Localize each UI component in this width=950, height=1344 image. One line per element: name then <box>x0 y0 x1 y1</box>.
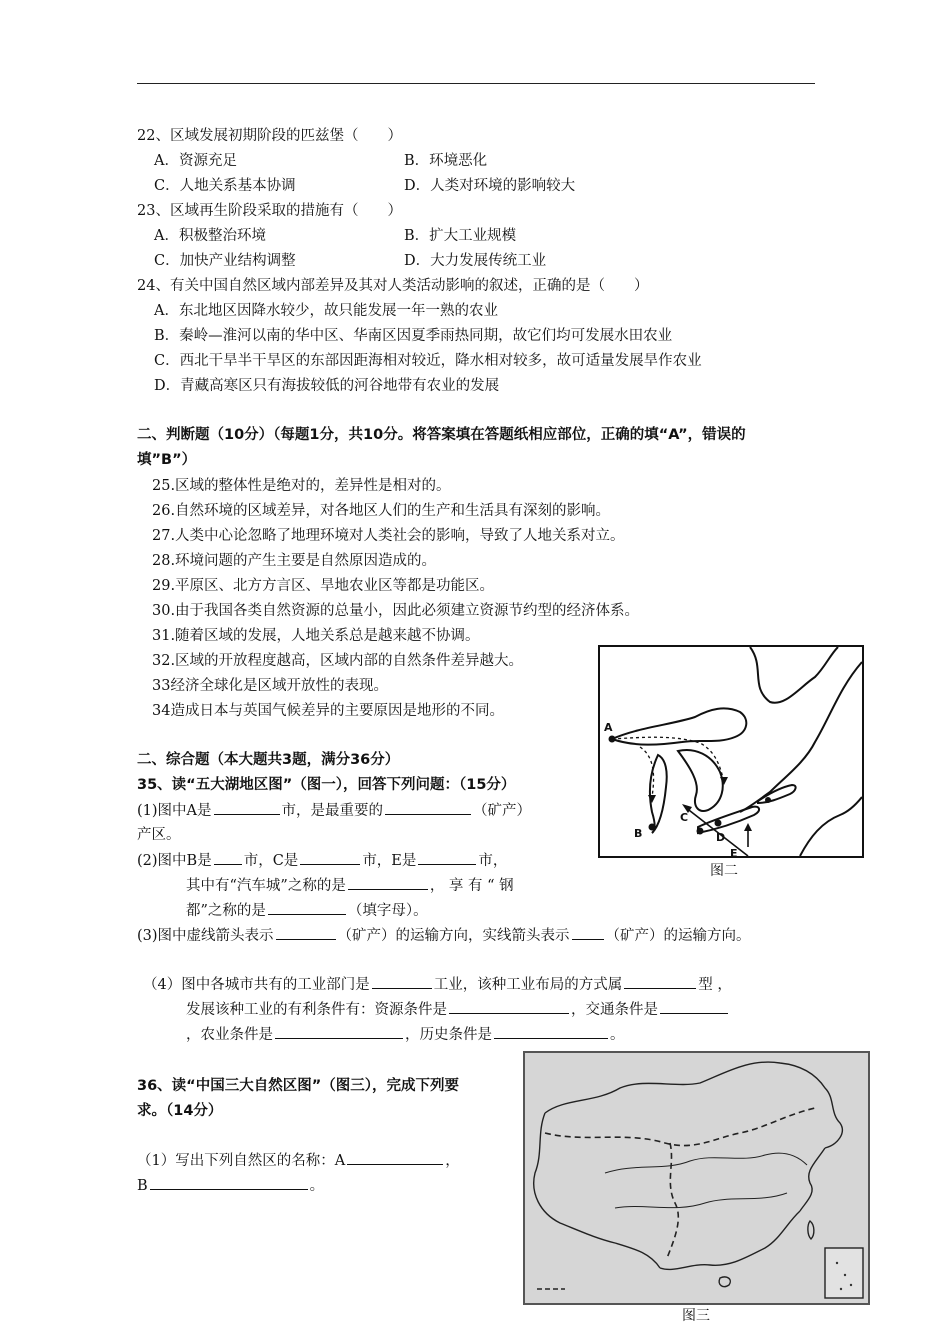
city-a-dot <box>609 736 616 743</box>
q35-p2-text: 其中有“汽车城”之称的是 <box>186 878 346 894</box>
answer-blank[interactable] <box>660 999 728 1014</box>
city-c-dot <box>697 828 704 835</box>
q35-part4-cont <box>186 999 730 1020</box>
q35-p4-text: ，交通条件是 <box>571 1002 658 1018</box>
q36-stem-cont: 求。（14分） <box>137 1103 223 1119</box>
q35-p4-text: ，农业条件是 <box>186 1027 273 1043</box>
figure-3-caption: 图三 <box>682 1308 710 1324</box>
answer-blank[interactable] <box>348 875 428 890</box>
great-lakes-map <box>598 645 864 858</box>
city-b-dot <box>649 824 656 831</box>
label-b: B <box>634 827 643 840</box>
q36-p1-text: （1）写出下列自然区的名称：A <box>137 1153 346 1169</box>
china-map-drawing <box>525 1053 868 1303</box>
china-map <box>523 1051 870 1305</box>
judge-item: 33经济全球化是区域开放性的表现。 <box>152 678 388 694</box>
q23-option-d: D．大力发展传统工业 <box>404 253 547 269</box>
judge-item: 25.区域的整体性是绝对的，差异性是相对的。 <box>152 478 451 494</box>
q22-option-d: D．人类对环境的影响较大 <box>404 178 576 194</box>
q35-p4-text: （4）图中各城市共有的工业部门是 <box>143 977 370 993</box>
q36-p1-text: B <box>137 1178 148 1194</box>
q35-part4 <box>143 974 732 995</box>
answer-blank[interactable] <box>418 850 476 865</box>
q35-p2-text: （填字母）。 <box>347 903 428 919</box>
judge-item: 26.自然环境的区域差异，对各地区人们的生产和生活具有深刻的影响。 <box>152 503 611 519</box>
section-judge-title-cont: 填”B”） <box>137 452 197 468</box>
q35-p2-text: ， 享 有 “ 钢 <box>429 878 514 894</box>
judge-item: 31.随着区域的发展，人地关系总是越来越不协调。 <box>152 628 480 644</box>
q35-p1-text: 市，是最重要的 <box>281 803 384 819</box>
q35-p4-text: 。 <box>610 1027 625 1043</box>
answer-blank[interactable] <box>449 999 569 1014</box>
city-d-dot <box>715 820 722 827</box>
great-lakes-map-drawing <box>600 647 862 856</box>
q35-p2-text: 市，E是 <box>362 853 417 869</box>
q35-part1 <box>137 800 531 821</box>
answer-blank[interactable] <box>372 974 432 989</box>
q35-p3-text: （矿产）的运输方向。 <box>605 928 751 944</box>
q35-p3-text: （矿产）的运输方向，实线箭头表示 <box>337 928 570 944</box>
q36-stem: 36、读“中国三大自然区图”（图三），完成下列要 <box>137 1078 459 1094</box>
answer-blank[interactable] <box>494 1024 608 1039</box>
q35-p1-text: （矿产） <box>473 803 532 819</box>
answer-blank[interactable] <box>276 925 336 940</box>
answer-blank[interactable] <box>214 800 280 815</box>
q35-p3-text: (3)图中虚线箭头表示 <box>137 928 274 944</box>
q35-stem: 35、读“五大湖地区图”（图一），回答下列问题：（15分） <box>137 777 516 793</box>
answer-blank[interactable] <box>624 974 696 989</box>
q24-option-b: B．秦岭—淮河以南的华中区、华南区因夏季雨热同期，故它们均可发展水田农业 <box>154 328 673 344</box>
q35-p4-text: ，历史条件是 <box>405 1027 492 1043</box>
q24-option-c: C．西北干旱半干旱区的东部因距海相对较近，降水相对较多，故可适量发展旱作农业 <box>154 353 702 369</box>
q36-part1-cont <box>137 1175 324 1196</box>
q35-part3 <box>137 925 751 946</box>
judge-item: 30.由于我国各类自然资源的总量小，因此必须建立资源节约型的经济体系。 <box>152 603 640 619</box>
q36-part1 <box>137 1150 460 1171</box>
q22-option-a: A．资源充足 <box>154 153 237 169</box>
q35-p4-text: 发展该种工业的有利条件有：资源条件是 <box>186 1002 447 1018</box>
q36-p1-text: ， <box>445 1153 460 1169</box>
q22-option-b: B．环境恶化 <box>404 153 488 169</box>
q35-p2-text: 都”之称的是 <box>186 903 266 919</box>
judge-item: 27.人类中心论忽略了地理环境对人类社会的影响，导致了人地关系对立。 <box>152 528 625 544</box>
q36-p1-text: 。 <box>309 1178 325 1194</box>
q23-stem: 23、区域再生阶段采取的措施有（ ） <box>137 203 402 219</box>
q35-p2-text: 市， <box>478 853 508 869</box>
q35-p2-text: 市，C是 <box>243 853 299 869</box>
q24-option-a: A．东北地区因降水较少，故只能发展一年一熟的农业 <box>154 303 498 319</box>
answer-blank[interactable] <box>214 850 242 865</box>
header-rule <box>137 83 815 84</box>
section-comprehensive-title: 二、综合题（本大题共3题，满分36分） <box>137 752 400 768</box>
q35-p4-text: 型 ， <box>698 977 732 993</box>
answer-blank[interactable] <box>275 1024 403 1039</box>
q23-option-a: A．积极整治环境 <box>154 228 266 244</box>
q22-stem: 22、区域发展初期阶段的匹兹堡（ ） <box>137 128 402 144</box>
q35-p2-text: (2)图中B是 <box>137 853 212 869</box>
q35-p4-text: 工业，该种工业布局的方式属 <box>433 977 623 993</box>
label-d: D <box>716 831 726 844</box>
q24-option-d: D．青藏高寒区只有海拔较低的河谷地带有农业的发展 <box>154 378 500 394</box>
label-e: E <box>730 847 738 856</box>
q24-stem: 24、有关中国自然区域内部差异及其对人类活动影响的叙述，正确的是（ ） <box>137 278 649 294</box>
label-c: C <box>680 811 689 824</box>
q35-p1-text: (1)图中A是 <box>137 803 212 819</box>
answer-blank[interactable] <box>385 800 471 815</box>
answer-blank[interactable] <box>572 925 604 940</box>
section-judge-title: 二、判断题（10分）（每题1分，共10分。将答案填在答题纸相应部位，正确的填“A”，错误的 <box>137 427 746 443</box>
answer-blank[interactable] <box>347 1150 443 1165</box>
judge-item: 28.环境问题的产生主要是自然原因造成的。 <box>152 553 437 569</box>
q22-option-c: C．人地关系基本协调 <box>154 178 296 194</box>
q35-p1-cont: 产区。 <box>137 827 181 843</box>
answer-blank[interactable] <box>268 900 346 915</box>
city-e-dot <box>765 797 771 803</box>
q23-option-c: C．加快产业结构调整 <box>154 253 296 269</box>
figure-2-caption: 图二 <box>710 863 738 879</box>
judge-item: 29.平原区、北方方言区、旱地农业区等都是功能区。 <box>152 578 495 594</box>
q23-option-b: B．扩大工业规模 <box>404 228 517 244</box>
q35-part2 <box>137 850 507 871</box>
q35-part2-cont2 <box>186 900 428 921</box>
answer-blank[interactable] <box>300 850 360 865</box>
q35-part4-cont2 <box>186 1024 625 1045</box>
judge-item: 32.区域的开放程度越高，区域内部的自然条件差异越大。 <box>152 653 524 669</box>
q35-part2-cont <box>186 875 514 896</box>
answer-blank[interactable] <box>150 1175 308 1190</box>
label-a: A <box>604 721 613 734</box>
judge-item: 34造成日本与英国气候差异的主要原因是地形的不同。 <box>152 703 504 719</box>
